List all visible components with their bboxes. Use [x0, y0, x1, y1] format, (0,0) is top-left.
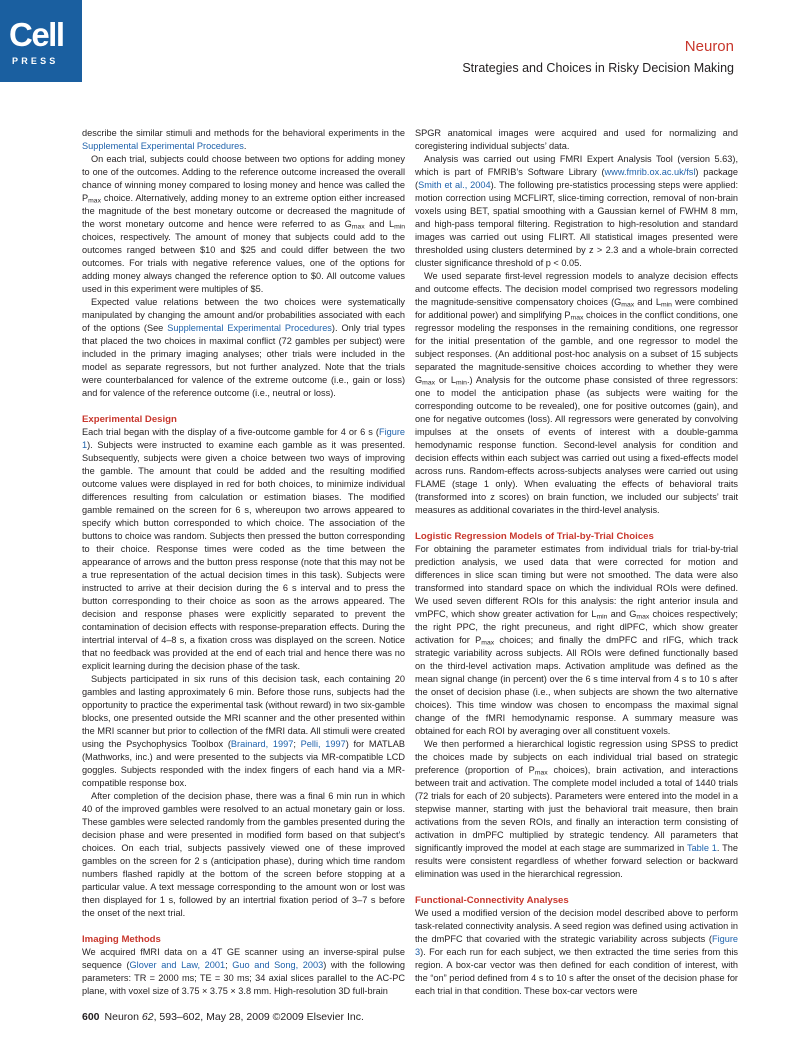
paragraph: Subjects participated in six runs of this decision task, each containing 20 gambles and lasting approximately 6 min. Before those runs, subjects had the opportunity to practice the experimental task (without reward) in two six-gamble blocks, one presented outside the MRI scanner and the other presented within the MRI scanner but prior to collection of the fMRI data. All stimuli were created using the Psychophysics Toolbox (Brainard, 1997; Pelli, 1997) for MATLAB (Mathworks, inc.) and were presented to the subjects via MR-compatible LCD goggles. Subjects responded with the index fingers of each hand via a MR-compatible response box.: [82, 674, 406, 788]
running-title: Strategies and Choices in Risky Decision Making: [462, 61, 734, 75]
page-number: 600: [82, 1011, 100, 1023]
logo-press-text: PRESS: [12, 56, 59, 66]
paragraph: We then performed a hierarchical logistic regression using SPSS to predict the choices made by subjects on each individual trial based on strategic preference (proportion of $P_{max}$ choices), brain activation, and interactions between trait and activation. The complete model included a total of 1440 trials (72 trials for each of 20 subjects). Parameters were entered into the model in a stepwise manner, starting with just the behavioral trait measure, then brain activations from the seven ROIs, and finally an interaction term consisting of activation in dmPFC multiplied by strategic tendency. All parameters that significantly improved the model at each stage are summarized in Table 1. The results were consistent regardless of whether forward selection or backward elimination was used in the hierarchical regression.: [415, 739, 738, 879]
section-heading: Functional-Connectivity Analyses: [415, 895, 569, 906]
right-column: [415, 127, 738, 998]
citation-link[interactable]: Glover and Law, 2001: [129, 960, 226, 970]
paragraph: Each trial began with the display of a five-outcome gamble for 4 or 6 s (Figure 1). Subjects were instructed to examine each gamble as it was presented. Subsequently, subjects were given a choice between two ways of improving the gamble. The amount that could be added and the resulting modified outcome values were displayed in red for both choices, to minimize individual differences resulting from calculation or estimation biases. The modified gamble remained on the screen for 6 s, whereupon two arrows appeared to specify which button corresponded to which choice. The association of the buttons to choice was random. Subjects then pressed the button corresponding to their choice. Response times were coded as the time between the appearance of arrows and the button press response (note that this may not be a true representation of the actual decision times in this task). Subjects were instructed to arrive at their decision during the 6 s interval and to press the button corresponding to their choice as soon as the arrows appeared. The decision and response phases were explicitly separated to prevent the contamination of decision effects with response-preparation effects. During the intertrial interval of 4–8 s, a fixation cross was displayed on the screen. Notice that no feedback was provided at the end of each trial and hence there was no explicit learning during the decision phase of the task.: [82, 427, 405, 671]
citation-link[interactable]: Guo and Song, 2003: [232, 960, 324, 970]
citation-link[interactable]: Brainard, 1997: [230, 739, 294, 749]
paragraph: For obtaining the parameter estimates from individual trials for trial-by-trial prediction analysis, we used data that were corrected for motion and differences in slice scan timing but were not smoothed. The data were also transformed into standard space on which the individual ROIs were defined. We used seven different ROIs for this analysis: the right anterior insula and vmPFC, which show greater activation for $L_{min}$ and $G_{max}$ choices respectively; the right PPC, the right precuneus, and right dlPFC, which show greater activation for $P_{max}$ choices; and finally the dmPFC and rIFG, which track strategic variability across subjects. All ROIs were defined functionally based on the third-level activation maps. Activation amplitude was defined as the mean signal change (in percent) over the 6 s time interval from 4 s to 10 s after the onset of decision phase (i.e., when subjects are shown the two alternative choices). This time window was chosen to encompass the maximal signal change of the fMRI hemodynamic response. A summary measure was obtained for each ROI by averaging over all constituent voxels.: [415, 544, 738, 736]
url-link[interactable]: www.fmrib.ox.ac.uk/fsl: [604, 167, 696, 177]
paragraph: Expected value relations between the two choices were systematically manipulated by changing the amount and/or probabilities associated with each of the options (See Supplemental Experimental Procedures). Only trial types that placed the two choices in maximal conflict (72 gambles per subject) were included in the primary imaging analyses; other trials were included in the model as separate regressors, but not further analyzed. Note that the trials were counterbalanced for valence of the extreme outcome (i.e., gain or loss) and for valence of the reference outcome (i.e., neutral or loss).: [82, 297, 405, 398]
table-link[interactable]: Table 1: [686, 843, 717, 853]
left-column: [82, 127, 405, 998]
journal-name: Neuron: [684, 38, 734, 55]
section-heading: Logistic Regression Models of Trial-by-Trial Choices: [415, 531, 654, 542]
cell-press-logo: [0, 0, 82, 82]
figure-link[interactable]: Figure 3: [415, 934, 738, 957]
figure-link[interactable]: Figure 1: [82, 427, 405, 450]
paragraph: describe the similar stimuli and methods for the behavioral experiments in the Supplemental Experimental Procedures.: [82, 128, 405, 151]
paragraph: SPGR anatomical images were acquired and used for normalizing and coregistering individual subjects’ data.: [415, 128, 738, 151]
paragraph: Analysis was carried out using FMRI Expert Analysis Tool (version 5.63), which is part of FMRIB’s Software Library (www.fmrib.ox.ac.uk/fsl) package (Smith et al., 2004). The following pre-statistics processing steps were applied: motion correction using MCFLIRT, slice-timing correction, removal of non-brain voxels using BET, spatial smoothing with a Gaussian kernel of FWHM 8 mm, and high-pass temporal filtering. Registration to high-resolution and standard images was carried out using FLIRT. All statistical images presented were thresholded using clusters determined by z > 2.3 and a whole-brain corrected cluster significance threshold of p < 0.05.: [415, 154, 738, 268]
supplemental-link[interactable]: Supplemental Experimental Procedures: [167, 323, 332, 333]
logo-cell-text: Cell: [9, 16, 64, 53]
supplemental-link[interactable]: Supplemental Experimental Procedures: [82, 141, 244, 151]
citation-link[interactable]: Smith et al., 2004: [418, 180, 491, 190]
section-heading: Imaging Methods: [82, 934, 161, 945]
citation-link[interactable]: Pelli, 1997: [300, 739, 346, 749]
paragraph: We acquired fMRI data on a 4T GE scanner using an inverse-spiral pulse sequence (Glover and Law, 2001; Guo and Song, 2003) with the following parameters: TR = 2000 ms; TE = 30 ms; 34 axial slices parallel to the AC-PC plane, with voxel size of 3.75 × 3.75 × 3.8 mm. High-resolution 3D full-brain: [82, 947, 406, 996]
paragraph: We used a modified version of the decision model described above to perform task-related connectivity analysis. A seed region was defined using activation in the dmPFC that covaried with the strategic variability across subjects (Figure 3). For each run for each subject, we then extracted the time series from this region. A box-car vector was then defined for each condition of interest, with the “on” period defined from 4 s to 10 s after the onset of the decision phase for each trial in that condition. These box-car vectors were: [415, 908, 738, 996]
section-heading: Experimental Design: [82, 414, 177, 425]
paragraph: After completion of the decision phase, there was a final 6 min run in which 40 of the improved gambles were resolved to an actual monetary gain or loss. These gambles were selected randomly from the gambles presented during the decision phase and were presented in modified form based on that subject’s choices. On each trial, subjects passively viewed one of these improved gambles on the screen for 2 s (anticipation phase), during which time random numbers flashed rapidly at the bottom of the screen before stopping at a particular value. A text message corresponding to the amount won or lost was then displayed for 1 s, followed by an intertrial fixation period of 3–7 s before the onset of the next trial.: [82, 791, 405, 918]
paragraph: We used separate first-level regression models to analyze decision effects and outcome effects. The decision model comprised two regressors modeling the magnitude-sensitive compensatory choices ($G_{max}$ and $L_{min}$ were combined for additional power) and simplifying $P_{max}$ choices in the conflict conditions, one regressor modeling the responses in the remaining conditions, one regressor for the initial presentation of the gamble, and one regressor to model the subject responses. (An additional post-hoc analysis on a subset of 15 subjects separated the magnitude-sensitive choices according to whether they were $G_{max}$ or $L_{min}$.) Analysis for the outcome phase consisted of three regressors: one to model the anticipation phase (as subjects were waiting for the corresponding outcome to be revealed), one for positive outcomes (gain), and one for negative outcomes (loss). All regressors were generated by convolving impulses at the onsets of events of interest with a double-gamma hemodynamic response function. Second-level analysis for condition and decision effects within each subject was carried out using a fixed-effects model across runs. Random-effects across-subjects analyses were carried out using FLAME (stage 1 only). When evaluating the effects of behavioral traits (transformed into z scores) on brain function, we included our subjects’ trait measures as additional covariates in the third-level analysis.: [415, 271, 739, 515]
page-footer: 600 Neuron 62, 593–602, May 28, 2009 ©2009 Elsevier Inc.: [82, 1011, 364, 1023]
paragraph: On each trial, subjects could choose between two options for adding money to one of the outcomes. Adding to the reference outcome increased the overall chance of winning money compared to losing money and hence was called the $P_{max}$ choice. Alternatively, adding money to an extreme option either increased the magnitude of the best monetary outcome or decreased the magnitude of the worst monetary outcome and hence were referred to as $G_{max}$ and $L_{min}$ choices, respectively. The amount of money that subjects could add to the outcomes ranged between $10 and $25 and could differ between the two outcomes. For trials with negative reference values, one of the options for adding money always changed the reference option to $0. All outcome values used in this experiment were multiples of $5.: [82, 154, 406, 294]
